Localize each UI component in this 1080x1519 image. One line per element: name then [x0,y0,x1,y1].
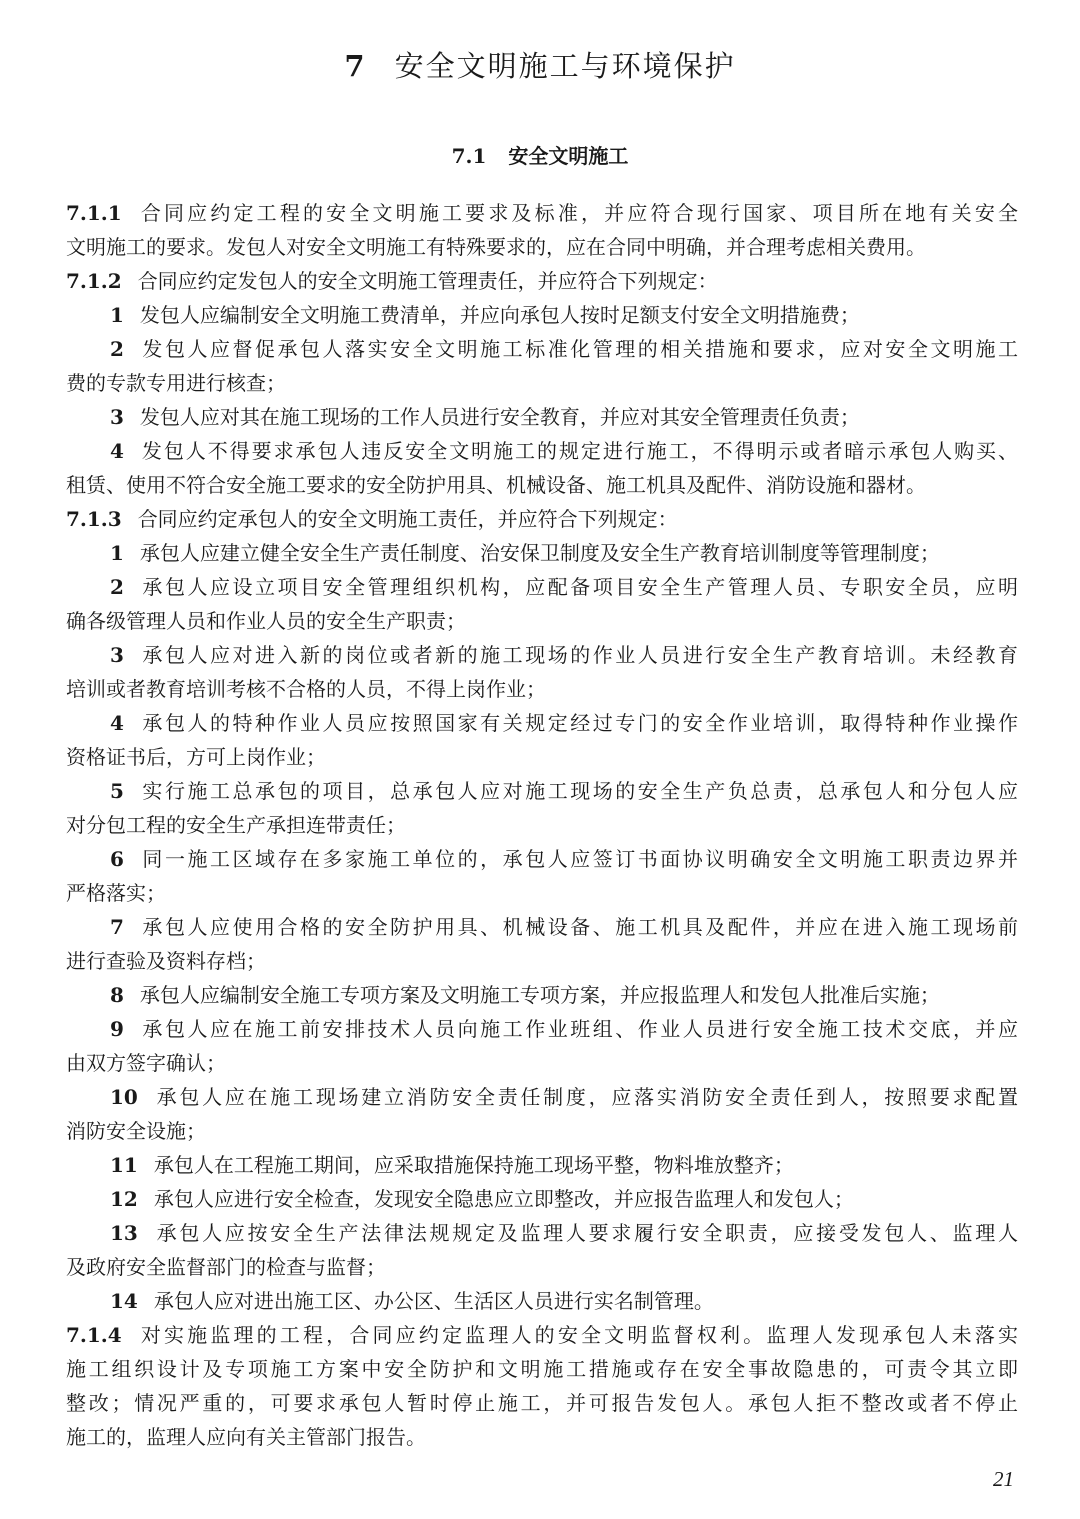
item-line [66,672,1018,706]
item-line [66,570,1018,604]
clause-text: 发包人应编制安全文明施工费清单，并应向承包人按时足额支付安全文明措施费； [139,303,860,327]
clause-text: 费的专款专用进行核查； [66,371,286,395]
clause-text: 承包人应按安全生产法律法规规定及监理人要求履行安全职责，应接受发包人、监理人 [153,1221,1018,1245]
item-line [66,876,1018,910]
clause-text: 施工组织设计及专项施工方案中安全防护和文明施工措施或存在安全事故隐患的，可责令其立即 [66,1357,1018,1381]
item-number: 7 [110,915,124,939]
clause-text: 承包人的特种作业人员应按照国家有关规定经过专门的安全作业培训，取得特种作业操作 [139,711,1018,735]
item-line [66,1012,1018,1046]
clause-text: 对实施监理的工程，合同应约定监理人的安全文明监督权利。监理人发现承包人未落实 [137,1323,1018,1347]
clause-text: 实行施工总承包的项目，总承包人应对施工现场的安全生产负总责，总承包人和分包人应 [139,779,1018,803]
clause-line [66,502,1018,536]
item-line [66,468,1018,502]
clause-text: 承包人应在施工现场建立消防安全责任制度，应落实消防安全责任到人，按照要求配置 [153,1085,1018,1109]
clause-text: 文明施工的要求。发包人对安全文明施工有特殊要求的，应在合同中明确，并合理考虑相关费用。 [66,235,926,259]
item-number: 2 [110,575,124,599]
clause-text: 承包人应设立项目安全管理组织机构，应配备项目安全生产管理人员、专职安全员，应明 [139,575,1018,599]
clause-text: 合同应约定承包人的安全文明施工责任，并应符合下列规定： [137,507,678,531]
clause-text: 同一施工区域存在多家施工单位的，承包人应签订书面协议明确安全文明施工职责边界并 [139,847,1018,871]
item-line [66,808,1018,842]
item-line [66,332,1018,366]
clause-text: 承包人应对进出施工区、办公区、生活区人员进行实名制管理。 [153,1289,714,1313]
clause-text: 培训或者教育培训考核不合格的人员，不得上岗作业； [66,677,546,701]
item-number: 1 [110,303,124,327]
clause-text: 消防安全设施； [66,1119,206,1143]
clause-text: 合同应约定发包人的安全文明施工管理责任，并应符合下列规定： [137,269,718,293]
clause-text: 承包人应在施工前安排技术人员向施工作业班组、作业人员进行安全施工技术交底，并应 [139,1017,1018,1041]
item-line [66,638,1018,672]
clause-text: 承包人应进行安全检查，发现安全隐患应立即整改，并应报告监理人和发包人； [153,1187,854,1211]
clause-number: 7.1.1 [66,201,122,225]
clause-line [66,1352,1018,1386]
clause-text: 资格证书后，方可上岗作业； [66,745,326,769]
clause-line [66,230,1018,264]
item-line [66,1114,1018,1148]
item-line [66,1250,1018,1284]
clause-text: 发包人应督促承包人落实安全文明施工标准化管理的相关措施和要求，应对安全文明施工 [139,337,1018,361]
item-line [66,910,1018,944]
clause-text: 确各级管理人员和作业人员的安全生产职责； [66,609,466,633]
section-title-text: 安全文明施工 [508,144,629,168]
item-number: 9 [110,1017,124,1041]
item-line [66,1148,1018,1182]
clause-text: 承包人应使用合格的安全防护用具、机械设备、施工机具及配件，并应在进入施工现场前 [139,915,1018,939]
item-line [66,944,1018,978]
item-line [66,1080,1018,1114]
item-line [66,604,1018,638]
item-number: 5 [110,779,124,803]
item-line [66,1182,1018,1216]
clause-line [66,1420,1018,1454]
clause-text: 由双方签字确认； [66,1051,226,1075]
clause-text: 整改；情况严重的，可要求承包人暂时停止施工，并可报告发包人。承包人拒不整改或者不停止 [66,1391,1018,1415]
item-line [66,1046,1018,1080]
clause-text: 租赁、使用不符合安全施工要求的安全防护用具、机械设备、施工机具及配件、消防设施和器材。 [66,473,926,497]
clause-line [66,196,1018,230]
clause-number: 7.1.3 [66,507,122,531]
section-number: 7.1 [451,144,487,168]
page-number: 21 [993,1467,1014,1491]
clause-text: 发包人不得要求承包人违反安全文明施工的规定进行施工，不得明示或者暗示承包人购买、 [139,439,1018,463]
item-line [66,298,1018,332]
item-line [66,1284,1018,1318]
clause-text: 施工的，监理人应向有关主管部门报告。 [66,1425,426,1449]
item-line [66,842,1018,876]
item-number: 4 [110,711,124,735]
clause-text: 及政府安全监督部门的检查与监督； [66,1255,386,1279]
item-line [66,434,1018,468]
item-line [66,774,1018,808]
clause-text: 承包人应建立健全安全生产责任制度、治安保卫制度及安全生产教育培训制度等管理制度； [139,541,940,565]
item-number: 8 [110,983,124,1007]
clause-text: 对分包工程的安全生产承担连带责任； [66,813,406,837]
clause-text: 承包人应编制安全施工专项方案及文明施工专项方案，并应报监理人和发包人批准后实施； [139,983,940,1007]
item-line [66,978,1018,1012]
item-line [66,740,1018,774]
clause-line [66,264,1018,298]
item-line [66,536,1018,570]
clause-text: 承包人应对进入新的岗位或者新的施工现场的作业人员进行安全生产教育培训。未经教育 [139,643,1018,667]
item-line [66,400,1018,434]
item-number: 13 [110,1221,138,1245]
item-number: 3 [110,643,124,667]
item-number: 6 [110,847,124,871]
chapter-title [0,44,1080,85]
section-title [0,140,1080,169]
clause-text: 发包人应对其在施工现场的工作人员进行安全教育，并应对其安全管理责任负责； [139,405,860,429]
clause-text: 进行查验及资料存档； [66,949,266,973]
document-body [66,196,1018,1454]
item-line [66,1216,1018,1250]
item-number: 14 [110,1289,138,1313]
clause-number: 7.1.4 [66,1323,122,1347]
item-line [66,706,1018,740]
item-number: 3 [110,405,124,429]
clause-text: 承包人在工程施工期间，应采取措施保持施工现场平整，物料堆放整齐； [153,1153,794,1177]
clause-text: 合同应约定工程的安全文明施工要求及标准，并应符合现行国家、项目所在地有关安全 [137,201,1018,225]
item-number: 4 [110,439,124,463]
item-line [66,366,1018,400]
clause-text: 严格落实； [66,881,166,905]
clause-number: 7.1.2 [66,269,122,293]
clause-line [66,1318,1018,1352]
item-number: 11 [110,1153,138,1177]
item-number: 10 [110,1085,138,1109]
clause-line [66,1386,1018,1420]
item-number: 2 [110,337,124,361]
item-number: 12 [110,1187,138,1211]
item-number: 1 [110,541,124,565]
chapter-number: 7 [344,49,367,83]
chapter-title-text: 安全文明施工与环境保护 [394,49,736,83]
